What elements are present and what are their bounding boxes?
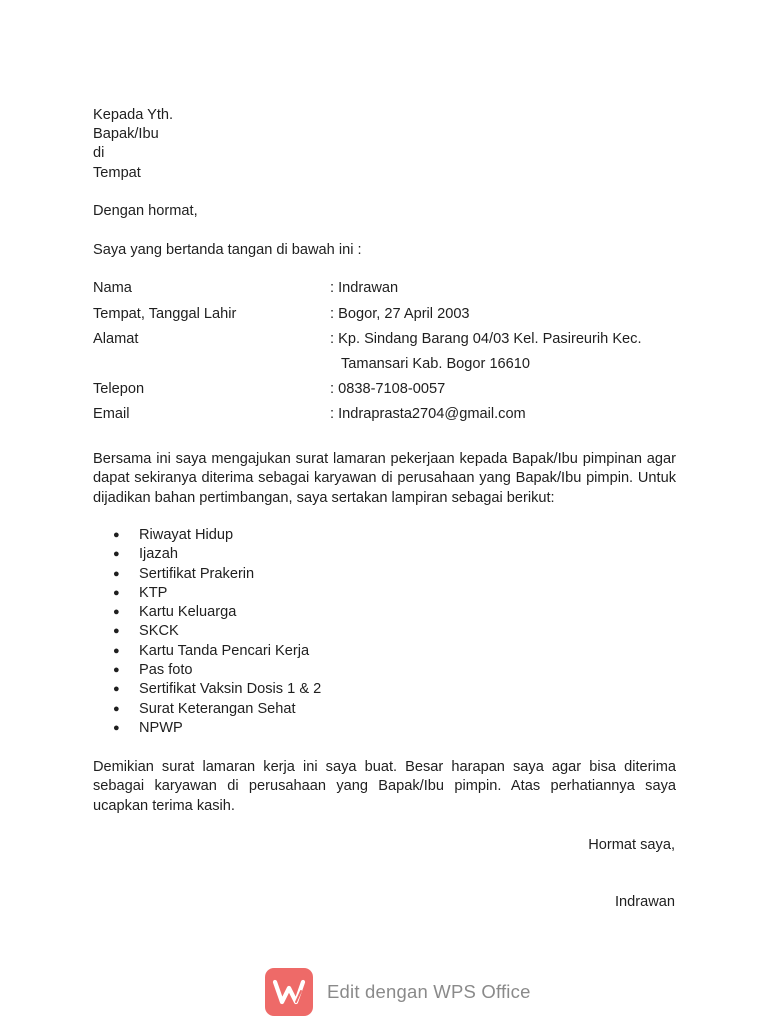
greeting: Dengan hormat,: [93, 203, 198, 219]
field-label-telepon: Telepon: [93, 381, 145, 397]
field-value-nama: : Indrawan: [330, 280, 399, 296]
list-item: ● NPWP: [113, 719, 321, 738]
signature-name: Indrawan: [614, 894, 675, 910]
closing-paragraph: Demikian surat lamaran kerja ini saya buat. Besar harapan saya agar bisa diterima sebagai karyawan di perusahaan yang Bapak/Ibu pimpin. Atas perhatiannya saya ucapkan terima kasih.: [93, 759, 676, 814]
recipient-line-3: di: [93, 145, 105, 161]
list-item: ● Kartu Tanda Pencari Kerja: [113, 642, 321, 661]
list-item: ● Pas foto: [113, 661, 321, 680]
field-label-alamat: Alamat: [93, 331, 139, 347]
body-paragraph: Bersama ini saya mengajukan surat lamaran pekerjaan kepada Bapak/Ibu pimpinan agar dapat sekiranya diterima sebagai karyawan di perusahaan yang Bapak/Ibu pimpin. Untuk dijadikan bahan pertimbangan, saya sertakan lampiran sebagai berikut:: [93, 451, 676, 506]
field-value-alamat-line2: Tamansari Kab. Bogor 16610: [341, 356, 531, 372]
intro-text: Saya yang bertanda tangan di bawah ini :: [93, 242, 362, 258]
recipient-line-1: Kepada Yth.: [93, 107, 174, 123]
recipient-line-2: Bapak/Ibu: [93, 126, 159, 142]
field-value-ttl: : Bogor, 27 April 2003: [330, 306, 470, 322]
wps-office-logo-icon: [265, 968, 313, 1016]
list-item: ● Ijazah: [113, 545, 321, 564]
field-label-nama: Nama: [93, 280, 132, 296]
wps-edit-banner[interactable]: [265, 968, 531, 1016]
list-item: ● Sertifikat Vaksin Dosis 1 & 2: [113, 680, 321, 699]
field-label-email: Email: [93, 406, 130, 422]
list-item: ● Kartu Keluarga: [113, 603, 321, 622]
list-item: ● Riwayat Hidup: [113, 526, 321, 545]
list-item: ● Surat Keterangan Sehat: [113, 700, 321, 719]
field-value-alamat: : Kp. Sindang Barang 04/03 Kel. Pasireurih Kec.: [330, 331, 642, 347]
list-item: ● SKCK: [113, 622, 321, 641]
list-item: ● KTP: [113, 584, 321, 603]
signoff: Hormat saya,: [588, 837, 675, 853]
list-item: ● Sertifikat Prakerin: [113, 565, 321, 584]
attachment-list: [113, 526, 321, 738]
wps-edit-label: Edit dengan WPS Office: [327, 981, 531, 1002]
field-value-telepon: : 0838-7108-0057: [330, 381, 446, 397]
field-label-ttl: Tempat, Tanggal Lahir: [93, 306, 237, 322]
recipient-line-4: Tempat: [93, 165, 141, 181]
field-value-email: : Indraprasta2704@gmail.com: [330, 406, 526, 422]
